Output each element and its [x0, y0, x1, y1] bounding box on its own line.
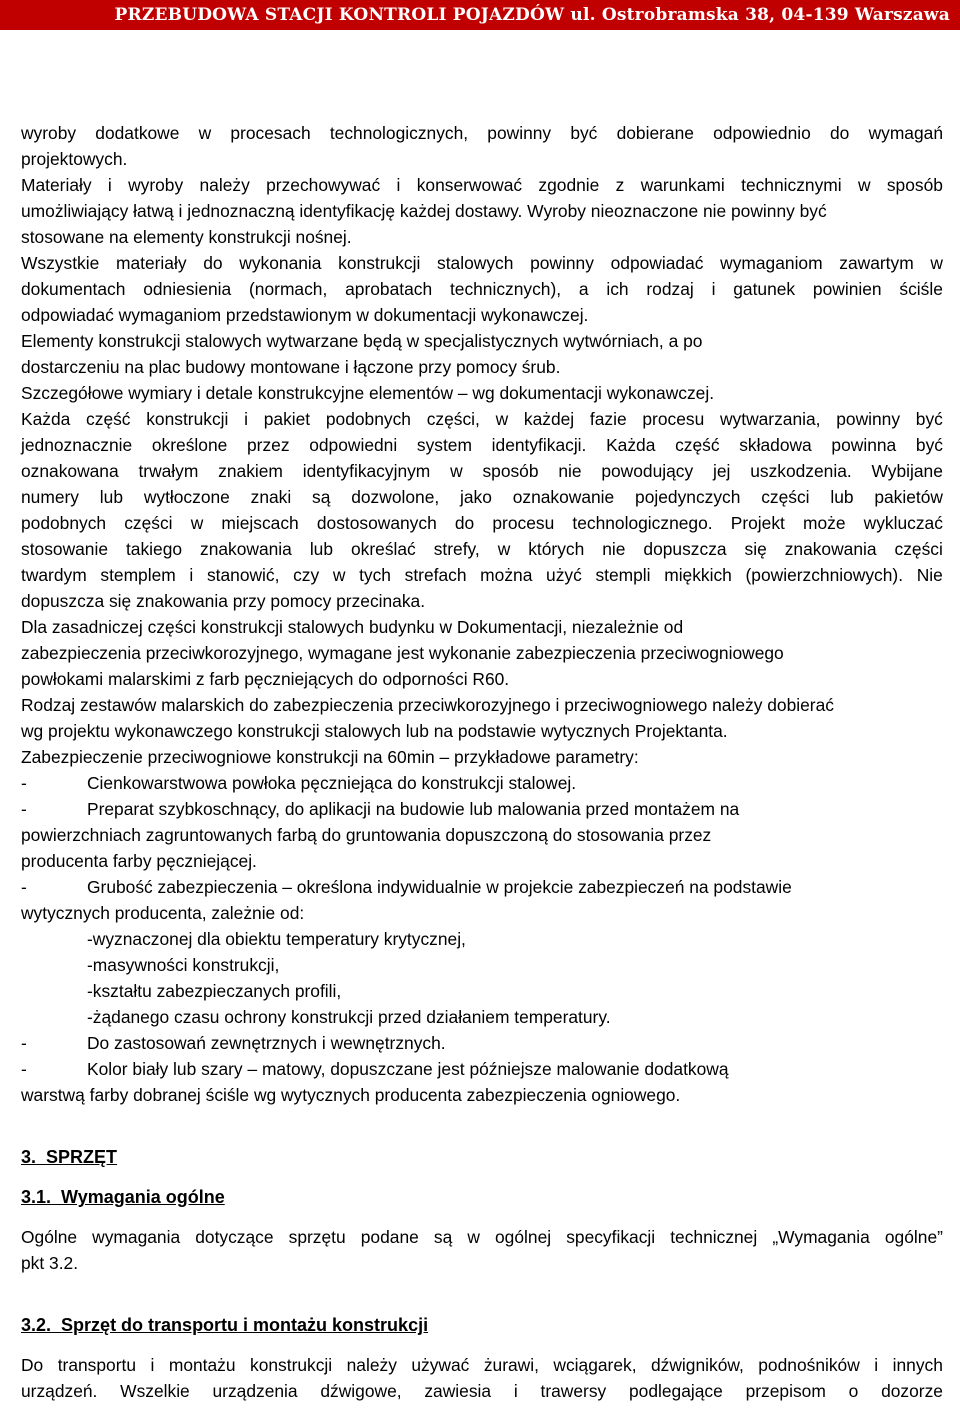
- word: transportu: [57, 1355, 137, 1375]
- word: wytłoczone: [143, 487, 230, 507]
- word: do: [203, 253, 223, 273]
- word: składowa: [739, 435, 812, 455]
- bullet-dash: -: [21, 877, 27, 897]
- word: w: [198, 123, 212, 143]
- word: strefy,: [433, 539, 480, 559]
- word: stemplem: [100, 565, 176, 585]
- section-title: SPRZĘT: [46, 1147, 118, 1167]
- word: do: [454, 513, 475, 533]
- word: (normach,: [249, 279, 328, 299]
- word: każdej: [523, 409, 575, 429]
- word: znakowania: [200, 539, 292, 559]
- word: o: [848, 1381, 859, 1401]
- word: konstrukcji: [250, 1355, 333, 1375]
- word: używać: [411, 1355, 470, 1375]
- word: konserwować: [416, 175, 523, 195]
- word: dozwolone,: [351, 487, 440, 507]
- word: uszkodzenia.: [750, 461, 852, 481]
- text-line: odpowiadać wymaganiom przedstawionym w dokumentacji wykonawczej.: [21, 305, 589, 325]
- word: specyfikacji: [566, 1227, 656, 1247]
- word: do: [830, 123, 850, 143]
- word: rodzaj: [646, 279, 694, 299]
- word: się: [744, 539, 767, 559]
- word: wymaganiom: [720, 253, 823, 273]
- word: są: [433, 1227, 453, 1247]
- word: warunkami: [640, 175, 725, 195]
- text-line: [21, 432, 943, 458]
- word: dodatkowe: [95, 123, 180, 143]
- word: podlegające: [629, 1381, 723, 1401]
- text-line: [21, 1352, 943, 1378]
- word: i: [244, 409, 248, 429]
- word: ogólne”: [884, 1227, 943, 1247]
- text-line: Rodzaj zestawów malarskich do zabezpieczenia przeciwkorozyjnego i przeciwogniowego należy dobierać: [21, 695, 834, 715]
- word: technicznymi: [741, 175, 842, 195]
- word: część: [675, 435, 720, 455]
- word: części: [761, 487, 810, 507]
- word: lub: [99, 487, 124, 507]
- word: wyroby: [128, 175, 184, 195]
- text-line: stosowane na elementy konstrukcji nośnej.: [21, 227, 352, 247]
- subsection-heading: [21, 1184, 943, 1210]
- text-line: [21, 458, 943, 484]
- word: jako: [460, 487, 492, 507]
- bullet-item: [21, 1030, 943, 1056]
- text-line: Dla zasadniczej części konstrukcji stalowych budynku w Dokumentacji, niezależnie od: [21, 617, 684, 637]
- bullet-item: [21, 796, 943, 822]
- word: sprzętu: [288, 1227, 346, 1247]
- word: procesu: [492, 513, 555, 533]
- text-line: warstwą farby dobranej ściśle wg wytycznych producenta zabezpieczenia ogniowego.: [21, 1085, 681, 1105]
- subsection-number: 3.2.: [21, 1315, 52, 1335]
- word: technicznych),: [449, 279, 562, 299]
- sub-item: [21, 978, 943, 1004]
- bullet-item: [21, 1056, 943, 1082]
- word: w: [190, 513, 204, 533]
- word: przepisom: [745, 1381, 826, 1401]
- bullet-text: Grubość zabezpieczenia – określona indywidualnie w projekcie zabezpieczeń na podstawie: [87, 877, 792, 897]
- word: Materiały: [21, 175, 92, 195]
- word: i: [874, 1355, 879, 1375]
- bullet-text: Preparat szybkoschnący, do aplikacji na budowie lub malowania przed montażem na: [87, 799, 740, 819]
- text-line: [21, 406, 943, 432]
- text-line: [21, 562, 943, 588]
- word: odniesienia: [143, 279, 232, 299]
- word: wytwarzania,: [719, 409, 821, 429]
- word: Wszystkie: [21, 253, 100, 273]
- word: wykluczać: [863, 513, 943, 533]
- bullet-dash: -: [21, 1033, 27, 1053]
- word: podobnych: [325, 409, 411, 429]
- word: nie: [558, 461, 582, 481]
- word: miękkich: [664, 565, 732, 585]
- word: określone: [151, 435, 228, 455]
- word: z: [615, 175, 625, 195]
- word: części: [894, 539, 943, 559]
- word: należy: [346, 1355, 397, 1375]
- word: dostosowanych: [316, 513, 437, 533]
- word: dopuszcza: [643, 539, 727, 559]
- text-line: projektowych.: [21, 149, 128, 169]
- word: należy: [199, 175, 250, 195]
- word: oznakowana: [21, 461, 119, 481]
- word: pakietów: [874, 487, 943, 507]
- word: oznakowanie: [512, 487, 615, 507]
- word: odpowiednio: [713, 123, 811, 143]
- bullet-dash: -: [21, 773, 27, 793]
- sub-item: [21, 1004, 943, 1030]
- text-line: [21, 276, 943, 302]
- word: ogólnej: [495, 1227, 552, 1247]
- text-line: [21, 250, 943, 276]
- word: konstrukcji: [146, 409, 229, 429]
- word: i: [396, 175, 401, 195]
- word: wyroby: [21, 123, 77, 143]
- section-heading: [21, 1144, 943, 1170]
- word: i: [107, 175, 112, 195]
- word: materiały: [115, 253, 187, 273]
- sub-item-text: -żądanego czasu ochrony konstrukcji przed działaniem temperatury.: [87, 1007, 611, 1027]
- word: być: [915, 409, 943, 429]
- word: części: [124, 513, 173, 533]
- text-line: [21, 1224, 943, 1250]
- word: dotyczące: [195, 1227, 274, 1247]
- word: i: [711, 279, 716, 299]
- sub-item-text: -wyznaczonej dla obiektu temperatury krytycznej,: [87, 929, 466, 949]
- word: takiego: [125, 539, 183, 559]
- word: w: [930, 253, 943, 273]
- bullet-dash: -: [21, 799, 27, 819]
- text-line: umożliwiający łatwą i jednoznaczną identyfikację każdej dostawy. Wyroby nieoznaczone nie powinny być: [21, 201, 827, 221]
- word: Nie: [916, 565, 943, 585]
- subsection-number: 3.1.: [21, 1187, 52, 1207]
- word: Każda: [606, 435, 656, 455]
- bullet-item: [21, 874, 943, 900]
- word: przechowywać: [266, 175, 381, 195]
- word: przez: [246, 435, 290, 455]
- word: powinny: [530, 253, 594, 273]
- bullet-dash: -: [21, 1059, 27, 1079]
- word: technologicznego.: [572, 513, 713, 533]
- word: i: [189, 565, 194, 585]
- text-line: [21, 484, 943, 510]
- word: dozorze: [881, 1381, 943, 1401]
- word: można: [480, 565, 533, 585]
- sub-item-text: -masywności konstrukcji,: [87, 955, 280, 975]
- word: wymagań: [868, 123, 943, 143]
- word: są: [312, 487, 331, 507]
- word: i: [513, 1381, 518, 1401]
- text-line: wg projektu wykonawczego konstrukcji stalowych lub na podstawie wytycznych Projektanta.: [21, 721, 728, 741]
- word: Projekt: [730, 513, 785, 533]
- word: znaki: [250, 487, 292, 507]
- word: być: [570, 123, 598, 143]
- subsection-title: Sprzęt do transportu i montażu konstrukcji: [61, 1315, 429, 1335]
- word: stempli: [595, 565, 651, 585]
- document-body: [21, 120, 943, 1404]
- word: stanowić,: [206, 565, 280, 585]
- word: ich: [606, 279, 629, 299]
- text-line: [21, 510, 943, 536]
- word: technologicznych,: [329, 123, 469, 143]
- word: dobierane: [616, 123, 694, 143]
- word: użyć: [546, 565, 582, 585]
- word: Wszelkie: [120, 1381, 190, 1401]
- word: trwałym: [138, 461, 199, 481]
- word: wykonania: [239, 253, 322, 273]
- text-line: [21, 1378, 943, 1404]
- text-line: [21, 536, 943, 562]
- word: Każda: [21, 409, 71, 429]
- word: zgodnie: [538, 175, 600, 195]
- text-line: powłokami malarskimi z farb pęczniejących do odporności R60.: [21, 669, 510, 689]
- bullet-text: Kolor biały lub szary – matowy, dopuszczane jest późniejsze malowanie dodatkową: [87, 1059, 729, 1079]
- sub-item-text: -kształtu zabezpieczanych profili,: [87, 981, 342, 1001]
- word: a: [578, 279, 589, 299]
- word: może: [803, 513, 846, 533]
- word: zawiesia: [424, 1381, 492, 1401]
- sub-item: [21, 952, 943, 978]
- word: powodujący: [601, 461, 694, 481]
- word: strefach: [404, 565, 467, 585]
- word: w: [450, 461, 463, 481]
- word: powinna: [831, 435, 897, 455]
- word: „Wymagania: [772, 1227, 870, 1247]
- word: części,: [426, 409, 480, 429]
- word: pakiet: [263, 409, 311, 429]
- subsection-heading: [21, 1312, 943, 1338]
- word: w: [467, 1227, 480, 1247]
- word: znakiem: [218, 461, 283, 481]
- word: gatunek: [733, 279, 796, 299]
- word: technicznej: [670, 1227, 758, 1247]
- bullet-text: Do zastosowań zewnętrznych i wewnętrznych.: [87, 1033, 446, 1053]
- word: (powierzchniowych).: [745, 565, 904, 585]
- text-line: powierzchniach zagruntowanych farbą do gruntowania dopuszczoną do stosowania przez: [21, 825, 712, 845]
- text-line: Elementy konstrukcji stalowych wytwarzane będą w specjalistycznych wytwórniach, a po: [21, 331, 703, 351]
- word: urządzeń.: [21, 1381, 98, 1401]
- word: powinny: [836, 409, 901, 429]
- word: konstrukcji: [338, 253, 421, 273]
- word: wciągarek,: [553, 1355, 637, 1375]
- word: podnośników: [758, 1355, 860, 1375]
- word: sposób: [886, 175, 943, 195]
- word: sposób: [482, 461, 539, 481]
- word: zawartym: [839, 253, 914, 273]
- word: miejscach: [221, 513, 299, 533]
- text-line: wytycznych producenta, zależnie od:: [21, 903, 305, 923]
- word: dźwigników,: [651, 1355, 744, 1375]
- word: Do: [21, 1355, 44, 1375]
- word: innych: [892, 1355, 943, 1375]
- word: jednoznacznie: [21, 435, 133, 455]
- word: i: [150, 1355, 155, 1375]
- bullet-text: Cienkowarstwowa powłoka pęczniejąca do konstrukcji stalowej.: [87, 773, 577, 793]
- subsection-title: Wymagania ogólne: [61, 1187, 225, 1207]
- word: czy: [293, 565, 320, 585]
- word: w: [332, 565, 346, 585]
- word: w: [857, 175, 871, 195]
- word: identyfikacji.: [491, 435, 587, 455]
- word: w: [497, 539, 511, 559]
- word: ściśle: [899, 279, 943, 299]
- word: lub: [830, 487, 854, 507]
- word: nie: [602, 539, 626, 559]
- word: wymagania: [92, 1227, 181, 1247]
- word: w: [495, 409, 509, 429]
- text-line: dostarczeniu na plac budowy montowane i łączone przy pomocy śrub.: [21, 357, 561, 377]
- word: podobnych: [21, 513, 107, 533]
- word: część: [86, 409, 131, 429]
- text-line: Szczegółowe wymiary i detale konstrukcyjne elementów – wg dokumentacji wykonawczej.: [21, 383, 715, 403]
- section-number: 3.: [21, 1147, 37, 1167]
- word: jej: [713, 461, 731, 481]
- text-line: dopuszcza się znakowania przy pomocy przecinaka.: [21, 591, 426, 611]
- word: fazie: [589, 409, 627, 429]
- word: system: [416, 435, 472, 455]
- word: procesu: [642, 409, 705, 429]
- word: procesach: [230, 123, 311, 143]
- word: stosowanie: [21, 539, 109, 559]
- word: stalowych: [437, 253, 514, 273]
- word: lub: [309, 539, 334, 559]
- word: tych: [359, 565, 391, 585]
- text-line: [21, 172, 943, 198]
- word: numery: [21, 487, 79, 507]
- text-line: zabezpieczenia przeciwkorozyjnego, wymagane jest wykonanie zabezpieczenia przeciwogniowego: [21, 643, 784, 663]
- word: powinien: [812, 279, 882, 299]
- text-line: [21, 120, 943, 146]
- word: podane: [360, 1227, 419, 1247]
- word: odpowiadać: [610, 253, 704, 273]
- word: twardym: [21, 565, 87, 585]
- word: dokumentach: [21, 279, 126, 299]
- word: których: [528, 539, 585, 559]
- text-line: producenta farby pęczniejącej.: [21, 851, 257, 871]
- word: Wybijane: [871, 461, 943, 481]
- word: powinny: [487, 123, 552, 143]
- word: pojedynczych: [635, 487, 741, 507]
- word: znakowania: [784, 539, 877, 559]
- word: określać: [350, 539, 416, 559]
- word: trawersy: [540, 1381, 607, 1401]
- word: identyfikacyjnym: [302, 461, 431, 481]
- word: żurawi,: [483, 1355, 539, 1375]
- word: dźwigowe,: [320, 1381, 402, 1401]
- text-line: pkt 3.2.: [21, 1253, 79, 1273]
- word: być: [915, 435, 943, 455]
- text-line: Zabezpieczenie przeciwogniowe konstrukcji na 60min – przykładowe parametry:: [21, 747, 639, 767]
- word: montażu: [168, 1355, 236, 1375]
- word: odpowiedni: [309, 435, 398, 455]
- word: aprobatach: [345, 279, 433, 299]
- word: urządzenia: [212, 1381, 298, 1401]
- bullet-item: [21, 770, 943, 796]
- page-header: PRZEBUDOWA STACJI KONTROLI POJAZDÓW ul. Ostrobramska 38, 04-139 Warszawa: [0, 0, 960, 30]
- sub-item: [21, 926, 943, 952]
- word: Ogólne: [21, 1227, 78, 1247]
